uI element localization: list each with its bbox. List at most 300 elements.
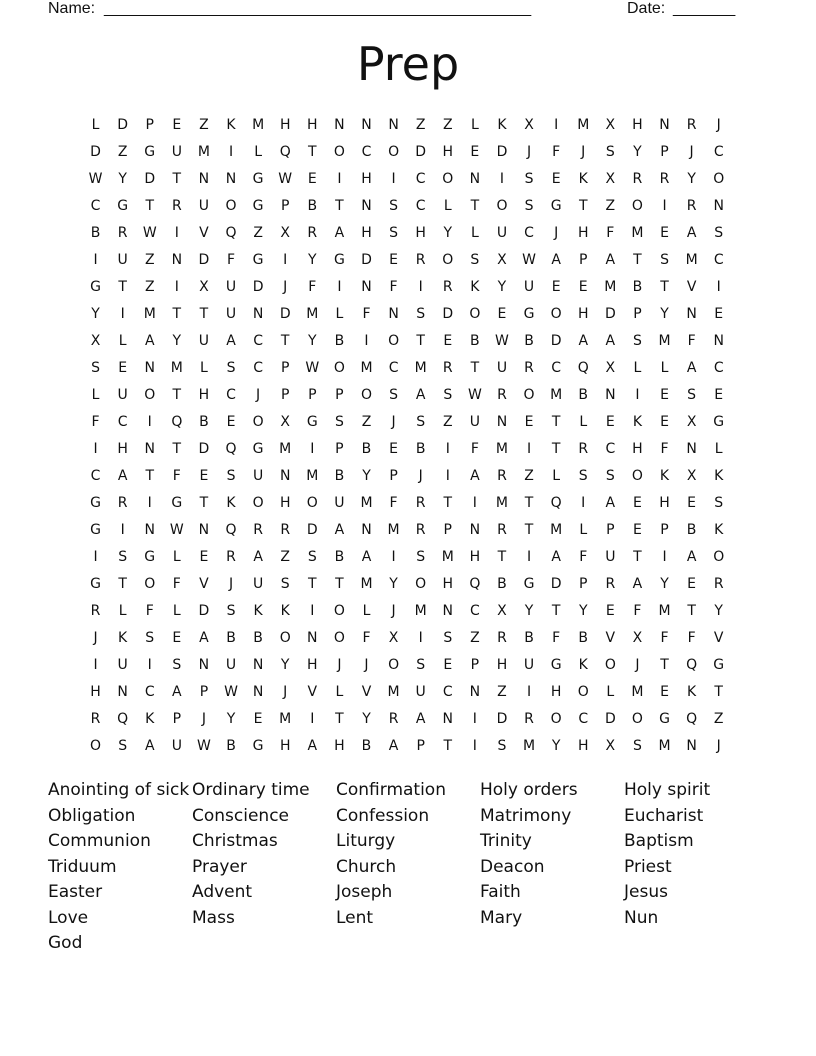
grid-letter: W: [278, 171, 293, 187]
grid-letter: O: [360, 387, 372, 403]
grid-letter: Y: [226, 711, 236, 727]
grid-letter: W: [142, 225, 157, 241]
grid-letter: S: [714, 495, 724, 511]
grid-letter: E: [714, 306, 724, 322]
word-bank-item: Mass: [192, 907, 235, 928]
grid-letter: S: [660, 252, 669, 268]
grid-letter: E: [687, 495, 697, 511]
grid-letter: S: [632, 738, 642, 754]
grid-letter: M: [252, 117, 265, 133]
grid-letter: L: [470, 225, 479, 241]
grid-letter: T: [172, 387, 182, 403]
grid-letter: I: [526, 684, 532, 700]
grid-letter: D: [306, 522, 318, 538]
word-bank-item: Obligation: [48, 805, 136, 826]
grid-letter: D: [279, 306, 291, 322]
grid-letter: R: [280, 522, 291, 538]
grid-letter: P: [172, 711, 182, 727]
grid-letter: A: [199, 630, 209, 646]
grid-letter: Q: [225, 225, 237, 241]
grid-row: [82, 679, 734, 706]
grid-letter: B: [226, 738, 236, 754]
grid-letter: Y: [308, 252, 317, 268]
grid-letter: Y: [443, 225, 453, 241]
grid-letter: T: [551, 441, 561, 457]
grid-letter: O: [577, 684, 589, 700]
grid-letter: C: [605, 441, 616, 457]
grid-letter: C: [144, 684, 155, 700]
grid-letter: F: [91, 414, 100, 430]
grid-letter: U: [225, 657, 237, 673]
grid-letter: T: [524, 522, 534, 538]
grid-letter: F: [552, 144, 561, 160]
grid-letter: U: [171, 738, 182, 754]
grid-letter: S: [470, 252, 480, 268]
grid-letter: C: [226, 387, 236, 403]
grid-letter: K: [632, 414, 643, 430]
word-bank-item: Ordinary time: [192, 780, 310, 800]
grid-letter: O: [333, 360, 345, 376]
word-bank-item: Anointing of sick: [48, 780, 190, 800]
grid-letter: L: [362, 603, 371, 619]
grid-letter: F: [606, 225, 615, 241]
grid-letter: G: [306, 414, 318, 430]
grid-letter: E: [660, 387, 669, 403]
grid-letter: A: [578, 333, 589, 349]
grid-letter: O: [550, 306, 562, 322]
grid-letter: X: [90, 333, 101, 349]
grid-row: [82, 112, 734, 139]
word-bank-item: Lent: [336, 907, 374, 928]
grid-letter: H: [496, 657, 508, 673]
grid-letter: S: [524, 171, 534, 187]
grid-letter: R: [388, 711, 399, 727]
grid-letter: R: [117, 495, 128, 511]
grid-letter: N: [469, 684, 481, 700]
grid-letter: N: [361, 117, 372, 133]
grid-letter: M: [658, 738, 671, 754]
grid-letter: T: [443, 495, 453, 511]
grid-letter: R: [253, 522, 263, 538]
grid-letter: O: [252, 414, 264, 430]
grid-letter: V: [307, 684, 318, 700]
grid-letter: F: [362, 306, 371, 322]
grid-letter: Q: [550, 495, 562, 511]
grid-letter: B: [334, 468, 345, 484]
grid-letter: F: [660, 441, 669, 457]
grid-letter: Z: [253, 225, 263, 241]
grid-letter: G: [252, 198, 264, 214]
grid-letter: Y: [714, 603, 723, 619]
grid-letter: A: [307, 738, 318, 754]
grid-letter: N: [307, 630, 318, 646]
page-title: Prep: [356, 37, 460, 91]
grid-letter: H: [469, 549, 481, 565]
grid-letter: A: [686, 360, 697, 376]
grid-letter: T: [199, 495, 209, 511]
grid-letter: M: [550, 387, 563, 403]
grid-letter: Z: [497, 684, 507, 700]
grid-letter: P: [579, 576, 588, 592]
grid-letter: T: [335, 711, 344, 727]
grid-letter: Y: [362, 711, 371, 727]
grid-letter: V: [361, 684, 372, 700]
grid-letter: S: [226, 603, 236, 619]
grid-letter: U: [117, 657, 128, 673]
grid-letter: R: [497, 468, 507, 484]
grid-letter: S: [524, 198, 534, 214]
grid-letter: F: [145, 603, 154, 619]
grid-letter: S: [118, 738, 128, 754]
grid-letter: E: [714, 387, 724, 403]
grid-letter: C: [415, 198, 426, 214]
grid-letter: S: [687, 387, 697, 403]
grid-letter: C: [415, 171, 426, 187]
grid-letter: Q: [117, 711, 129, 727]
word-bank-item: Priest: [624, 856, 672, 877]
grid-letter: B: [524, 333, 534, 349]
grid-letter: F: [687, 333, 696, 349]
grid-letter: S: [91, 360, 100, 376]
grid-letter: M: [441, 549, 454, 565]
grid-letter: I: [472, 738, 477, 754]
grid-letter: H: [550, 684, 562, 700]
grid-letter: C: [361, 144, 372, 160]
grid-row: [82, 733, 734, 760]
grid-letter: J: [635, 657, 640, 673]
word-bank-item: Confession: [336, 805, 430, 826]
grid-row: [82, 247, 734, 274]
grid-letter: D: [198, 603, 210, 619]
grid-letter: S: [416, 549, 426, 565]
grid-letter: J: [201, 711, 206, 727]
grid-letter: X: [632, 630, 643, 646]
grid-letter: T: [660, 279, 669, 295]
grid-letter: D: [550, 333, 562, 349]
grid-letter: D: [252, 279, 264, 295]
grid-letter: B: [253, 630, 263, 646]
grid-letter: P: [660, 144, 669, 160]
grid-letter: E: [605, 603, 615, 619]
grid-letter: B: [497, 576, 507, 592]
grid-letter: G: [550, 198, 562, 214]
grid-letter: L: [200, 360, 208, 376]
grid-letter: F: [172, 576, 181, 592]
grid-letter: B: [361, 441, 372, 457]
grid-letter: I: [499, 171, 505, 187]
grid-row: [82, 652, 734, 679]
grid-letter: I: [147, 657, 152, 673]
word-bank-item: Holy spirit: [624, 780, 711, 800]
grid-letter: J: [337, 657, 342, 673]
grid-letter: U: [605, 549, 616, 565]
grid-letter: N: [686, 306, 697, 322]
grid-letter: O: [333, 603, 345, 619]
grid-letter: J: [256, 387, 261, 403]
grid-letter: L: [660, 360, 669, 376]
grid-letter: K: [687, 684, 697, 700]
grid-letter: S: [578, 468, 588, 484]
word-bank-item: Nun: [624, 907, 659, 928]
grid-row: [82, 625, 734, 652]
grid-letter: I: [93, 441, 98, 457]
grid-letter: B: [415, 441, 426, 457]
grid-letter: I: [310, 441, 315, 457]
grid-letter: J: [283, 279, 288, 295]
grid-letter: N: [442, 711, 453, 727]
grid-letter: P: [308, 387, 317, 403]
grid-letter: C: [524, 225, 534, 241]
grid-letter: O: [604, 657, 616, 673]
grid-letter: N: [144, 522, 155, 538]
grid-row: [82, 517, 734, 544]
grid-letter: L: [335, 306, 344, 322]
grid-letter: O: [631, 468, 643, 484]
grid-letter: A: [117, 468, 128, 484]
grid-letter: L: [470, 117, 479, 133]
grid-letter: D: [442, 306, 454, 322]
grid-letter: O: [388, 144, 400, 160]
grid-letter: T: [335, 198, 344, 214]
grid-letter: A: [605, 495, 616, 511]
grid-letter: I: [310, 603, 315, 619]
grid-letter: O: [523, 387, 535, 403]
grid-letter: A: [172, 684, 182, 700]
grid-letter: A: [632, 576, 643, 592]
grid-letter: R: [524, 711, 534, 727]
grid-letter: Y: [687, 171, 696, 187]
grid-letter: L: [91, 387, 100, 403]
grid-letter: I: [228, 144, 234, 160]
grid-letter: E: [389, 441, 398, 457]
grid-letter: X: [524, 117, 534, 133]
grid-letter: I: [391, 171, 396, 187]
grid-letter: X: [605, 171, 616, 187]
grid-letter: X: [686, 414, 697, 430]
grid-letter: R: [632, 171, 643, 187]
grid-letter: H: [307, 657, 318, 673]
grid-letter: B: [334, 549, 345, 565]
grid-letter: N: [713, 198, 724, 214]
grid-letter: G: [90, 495, 101, 511]
grid-letter: D: [90, 144, 101, 160]
grid-row: [82, 544, 734, 571]
grid-letter: A: [686, 225, 697, 241]
grid-letter: O: [713, 171, 725, 187]
grid-letter: X: [605, 360, 616, 376]
grid-letter: N: [252, 306, 264, 322]
grid-letter: R: [171, 198, 182, 214]
grid-letter: B: [578, 387, 589, 403]
grid-letter: S: [389, 198, 399, 214]
grid-letter: R: [90, 711, 101, 727]
grid-letter: G: [523, 576, 535, 592]
grid-letter: S: [632, 333, 642, 349]
grid-letter: X: [280, 414, 290, 430]
grid-letter: J: [228, 576, 234, 592]
grid-letter: I: [337, 279, 342, 295]
grid-letter: F: [552, 630, 561, 646]
grid-letter: C: [713, 252, 724, 268]
grid-letter: I: [174, 225, 179, 241]
grid-letter: Y: [660, 576, 669, 592]
grid-letter: Y: [362, 468, 371, 484]
grid-letter: U: [496, 360, 508, 376]
grid-letter: I: [581, 495, 586, 511]
grid-letter: A: [415, 711, 426, 727]
grid-letter: O: [388, 657, 400, 673]
grid-letter: N: [388, 306, 399, 322]
grid-letter: S: [145, 630, 155, 646]
grid-letter: T: [145, 198, 155, 214]
grid-letter: D: [604, 306, 616, 322]
grid-letter: M: [658, 333, 671, 349]
grid-letter: Q: [577, 360, 589, 376]
word-bank-item: Faith: [480, 882, 521, 902]
grid-letter: L: [335, 684, 344, 700]
grid-letter: D: [117, 117, 129, 133]
grid-letter: C: [713, 144, 724, 160]
grid-letter: Y: [389, 576, 398, 592]
word-bank-item: Jesus: [624, 882, 668, 902]
grid-letter: P: [579, 252, 588, 268]
grid-letter: O: [306, 495, 318, 511]
grid-letter: W: [467, 387, 482, 403]
grid-row: [82, 301, 734, 328]
grid-letter: I: [120, 306, 125, 322]
grid-letter: M: [279, 711, 292, 727]
grid-letter: G: [90, 279, 101, 295]
grid-letter: D: [415, 144, 427, 160]
grid-letter: E: [307, 171, 317, 187]
grid-letter: M: [577, 117, 590, 133]
grid-letter: P: [470, 657, 480, 673]
word-bank-item: Baptism: [624, 831, 694, 851]
grid-row: [82, 193, 734, 220]
grid-letter: T: [551, 414, 561, 430]
word-bank: [48, 778, 768, 957]
grid-letter: N: [442, 603, 453, 619]
grid-letter: T: [660, 657, 669, 673]
grid-letter: F: [633, 603, 642, 619]
grid-letter: J: [716, 117, 721, 133]
grid-letter: U: [198, 198, 210, 214]
grid-letter: R: [659, 171, 670, 187]
grid-letter: J: [418, 468, 423, 484]
grid-letter: W: [495, 333, 509, 349]
grid-letter: B: [470, 333, 480, 349]
grid-letter: P: [389, 468, 398, 484]
grid-letter: K: [118, 630, 128, 646]
grid-letter: A: [605, 252, 616, 268]
grid-letter: M: [360, 495, 373, 511]
grid-letter: H: [442, 576, 454, 592]
grid-letter: T: [172, 306, 182, 322]
grid-letter: I: [554, 117, 559, 133]
grid-letter: J: [554, 225, 559, 241]
grid-letter: Z: [442, 117, 453, 133]
grid-letter: M: [143, 306, 156, 322]
grid-letter: W: [197, 738, 211, 754]
grid-letter: N: [198, 657, 210, 673]
grid-row: [82, 166, 734, 193]
grid-letter: L: [118, 333, 127, 349]
grid-letter: H: [279, 117, 291, 133]
grid-row: [82, 274, 734, 301]
grid-letter: U: [523, 657, 535, 673]
grid-letter: M: [685, 252, 698, 268]
grid-letter: H: [279, 738, 291, 754]
grid-letter: Q: [469, 576, 481, 592]
grid-letter: R: [415, 495, 426, 511]
grid-letter: X: [686, 468, 697, 484]
grid-letter: O: [144, 387, 156, 403]
grid-letter: Y: [172, 333, 182, 349]
grid-letter: O: [333, 144, 345, 160]
word-bank-item: Christmas: [192, 831, 278, 851]
grid-row: [82, 328, 734, 355]
grid-letter: I: [716, 279, 721, 295]
grid-letter: D: [361, 252, 372, 268]
grid-letter: G: [252, 441, 264, 457]
grid-letter: D: [144, 171, 156, 187]
grid-letter: Y: [551, 738, 561, 754]
word-bank-item: Eucharist: [624, 805, 704, 826]
grid-letter: G: [523, 306, 535, 322]
grid-letter: C: [90, 468, 101, 484]
grid-letter: E: [389, 252, 398, 268]
grid-letter: G: [659, 711, 670, 727]
grid-letter: E: [687, 576, 697, 592]
grid-letter: F: [172, 468, 181, 484]
grid-letter: F: [389, 279, 398, 295]
grid-letter: I: [391, 549, 396, 565]
grid-letter: G: [117, 198, 129, 214]
grid-letter: H: [334, 738, 345, 754]
word-bank-item: Confirmation: [336, 780, 446, 800]
grid-letter: H: [361, 171, 372, 187]
grid-letter: K: [470, 279, 480, 295]
grid-letter: U: [252, 468, 264, 484]
grid-letter: F: [362, 630, 371, 646]
grid-letter: L: [91, 117, 100, 133]
grid-letter: O: [388, 333, 400, 349]
word-bank-item: Holy orders: [480, 780, 578, 800]
grid-letter: M: [550, 522, 563, 538]
grid-letter: Y: [660, 306, 669, 322]
grid-letter: D: [198, 441, 210, 457]
grid-letter: I: [662, 549, 667, 565]
grid-letter: D: [496, 711, 508, 727]
grid-letter: G: [90, 576, 101, 592]
grid-letter: S: [416, 414, 426, 430]
grid-letter: T: [578, 198, 588, 214]
header-line: [48, 0, 748, 20]
grid-letter: S: [389, 225, 399, 241]
grid-letter: I: [635, 387, 640, 403]
grid-letter: R: [686, 198, 697, 214]
grid-letter: P: [280, 198, 290, 214]
grid-letter: O: [442, 252, 454, 268]
grid-letter: G: [252, 171, 264, 187]
grid-letter: E: [660, 225, 669, 241]
grid-letter: U: [117, 252, 128, 268]
grid-letter: Y: [280, 657, 290, 673]
grid-letter: U: [523, 279, 535, 295]
grid-letter: E: [443, 333, 453, 349]
grid-letter: H: [415, 225, 426, 241]
grid-letter: Y: [91, 306, 100, 322]
